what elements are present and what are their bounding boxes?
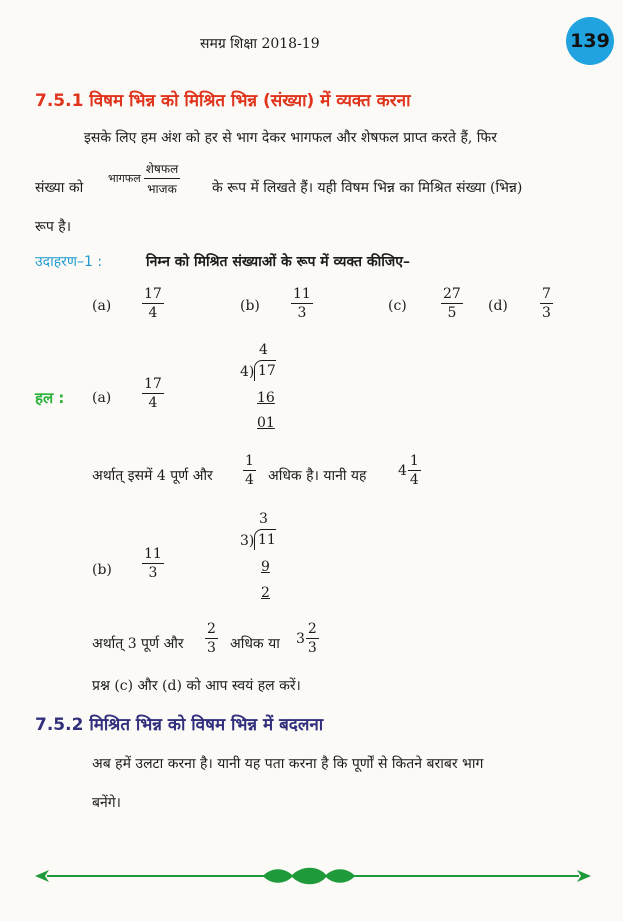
- fraction-numerator: 27: [443, 286, 461, 302]
- fraction-denominator: 4: [245, 472, 254, 488]
- section2-para-line-1: अब हमें उलटा करना है। यानी यह पता करना है कि पूर्णों से कितने बराबर भाग: [92, 756, 484, 772]
- solution-b-conclusion-a: अर्थात् 3 पूर्ण और: [92, 636, 184, 652]
- running-header: समग्र शिक्षा 2018-19: [200, 36, 320, 52]
- solution-b-product: 9: [261, 559, 270, 575]
- solution-b-divisor: 3): [240, 533, 255, 549]
- para-line-3: रूप है।: [35, 219, 72, 235]
- solution-b-fraction: [142, 546, 164, 581]
- fraction-denominator: 4: [148, 305, 158, 321]
- fraction-denominator: 5: [447, 305, 457, 321]
- solution-b-fraction-part: [205, 621, 218, 656]
- solution-a-remainder: 01: [257, 415, 275, 431]
- section2-para-line-2: बनेंगे।: [92, 795, 121, 811]
- solution-label: हल :: [35, 389, 65, 407]
- formula-fraction: [144, 160, 180, 197]
- example-item-a-fraction: [142, 286, 164, 321]
- fraction-numerator: 1: [409, 453, 419, 469]
- example-instruction: निम्न को मिश्रित संख्याओं के रूप में व्यक्त कीजिए–: [146, 254, 410, 270]
- para-line-2b: के रूप में लिखते हैं। यही विषम भिन्न का मिश्रित संख्या (भिन्न): [212, 180, 523, 196]
- solution-a-quotient: 4: [259, 342, 268, 358]
- para-line-1: इसके लिए हम अंश को हर से भाग देकर भागफल और शेषफल प्राप्त करते हैं, फिर: [84, 130, 497, 146]
- example-item-c-tag: (c): [388, 298, 407, 314]
- solution-b-tag: (b): [92, 562, 112, 578]
- fraction-denominator: 3: [297, 305, 307, 321]
- section-heading-7-5-1: 7.5.1 विषम भिन्न को मिश्रित भिन्न (संख्या) में व्यक्त करना: [35, 91, 411, 111]
- fraction-numerator: 11: [293, 286, 311, 302]
- solution-a-conclusion-a: अर्थात् इसमें 4 पूर्ण और: [92, 468, 213, 484]
- solution-a-divisor: 4): [240, 364, 255, 380]
- mixed-fraction: [408, 453, 421, 488]
- fraction-denominator: 3: [207, 640, 216, 656]
- example-item-c-fraction: [441, 286, 463, 321]
- solution-a-dividend: 17: [254, 360, 276, 381]
- fraction-denominator: 3: [542, 305, 551, 321]
- solution-a-conclusion-b: अधिक है। यानी यह: [268, 468, 367, 484]
- example-item-a-tag: (a): [92, 298, 112, 314]
- fraction-denominator: 4: [148, 395, 158, 411]
- decorative-divider: [35, 864, 591, 888]
- fraction-denominator: 3: [307, 640, 317, 656]
- formula-whole: भागफल: [108, 172, 141, 185]
- solution-a-fraction: [142, 376, 164, 411]
- formula-denominator: भाजक: [147, 182, 177, 196]
- fraction-numerator: 7: [542, 286, 551, 302]
- mixed-fraction: [306, 621, 319, 656]
- fraction-numerator: 2: [207, 621, 216, 637]
- fraction-numerator: 17: [144, 376, 162, 392]
- example-item-b-tag: (b): [240, 298, 260, 314]
- formula-mixed: [108, 160, 180, 197]
- solution-a-fraction-part: [243, 453, 256, 488]
- mixed-whole: 3: [296, 630, 305, 647]
- fraction-denominator: 4: [409, 472, 419, 488]
- page-number-badge: 139: [566, 17, 614, 65]
- solution-b-dividend: 11: [254, 529, 276, 550]
- solution-b-remainder: 2: [261, 585, 270, 601]
- example-label: उदाहरण–1 :: [35, 254, 103, 270]
- fraction-numerator: 1: [245, 453, 254, 469]
- solution-a-product: 16: [257, 390, 275, 406]
- fraction-numerator: 17: [144, 286, 162, 302]
- section-heading-7-5-2: 7.5.2 मिश्रित भिन्न को विषम भिन्न में बदलना: [35, 715, 324, 735]
- fraction-numerator: 2: [307, 621, 317, 637]
- solution-a-mixed-number: [398, 453, 421, 488]
- fraction-denominator: 3: [148, 565, 158, 581]
- formula-numerator: शेषफल: [144, 160, 180, 179]
- example-item-d-tag: (d): [488, 298, 508, 314]
- para-line-2a: संख्या को: [35, 180, 84, 196]
- solution-a-tag: (a): [92, 390, 112, 406]
- solution-b-conclusion-b: अधिक या: [230, 636, 280, 652]
- mixed-whole: 4: [398, 462, 407, 479]
- fraction-numerator: 11: [144, 546, 162, 562]
- exercise-prompt: प्रश्न (c) और (d) को आप स्वयं हल करें।: [92, 678, 301, 694]
- solution-b-quotient: 3: [259, 511, 268, 527]
- example-item-b-fraction: [291, 286, 313, 321]
- example-item-d-fraction: [540, 286, 553, 321]
- solution-b-mixed-number: [296, 621, 319, 656]
